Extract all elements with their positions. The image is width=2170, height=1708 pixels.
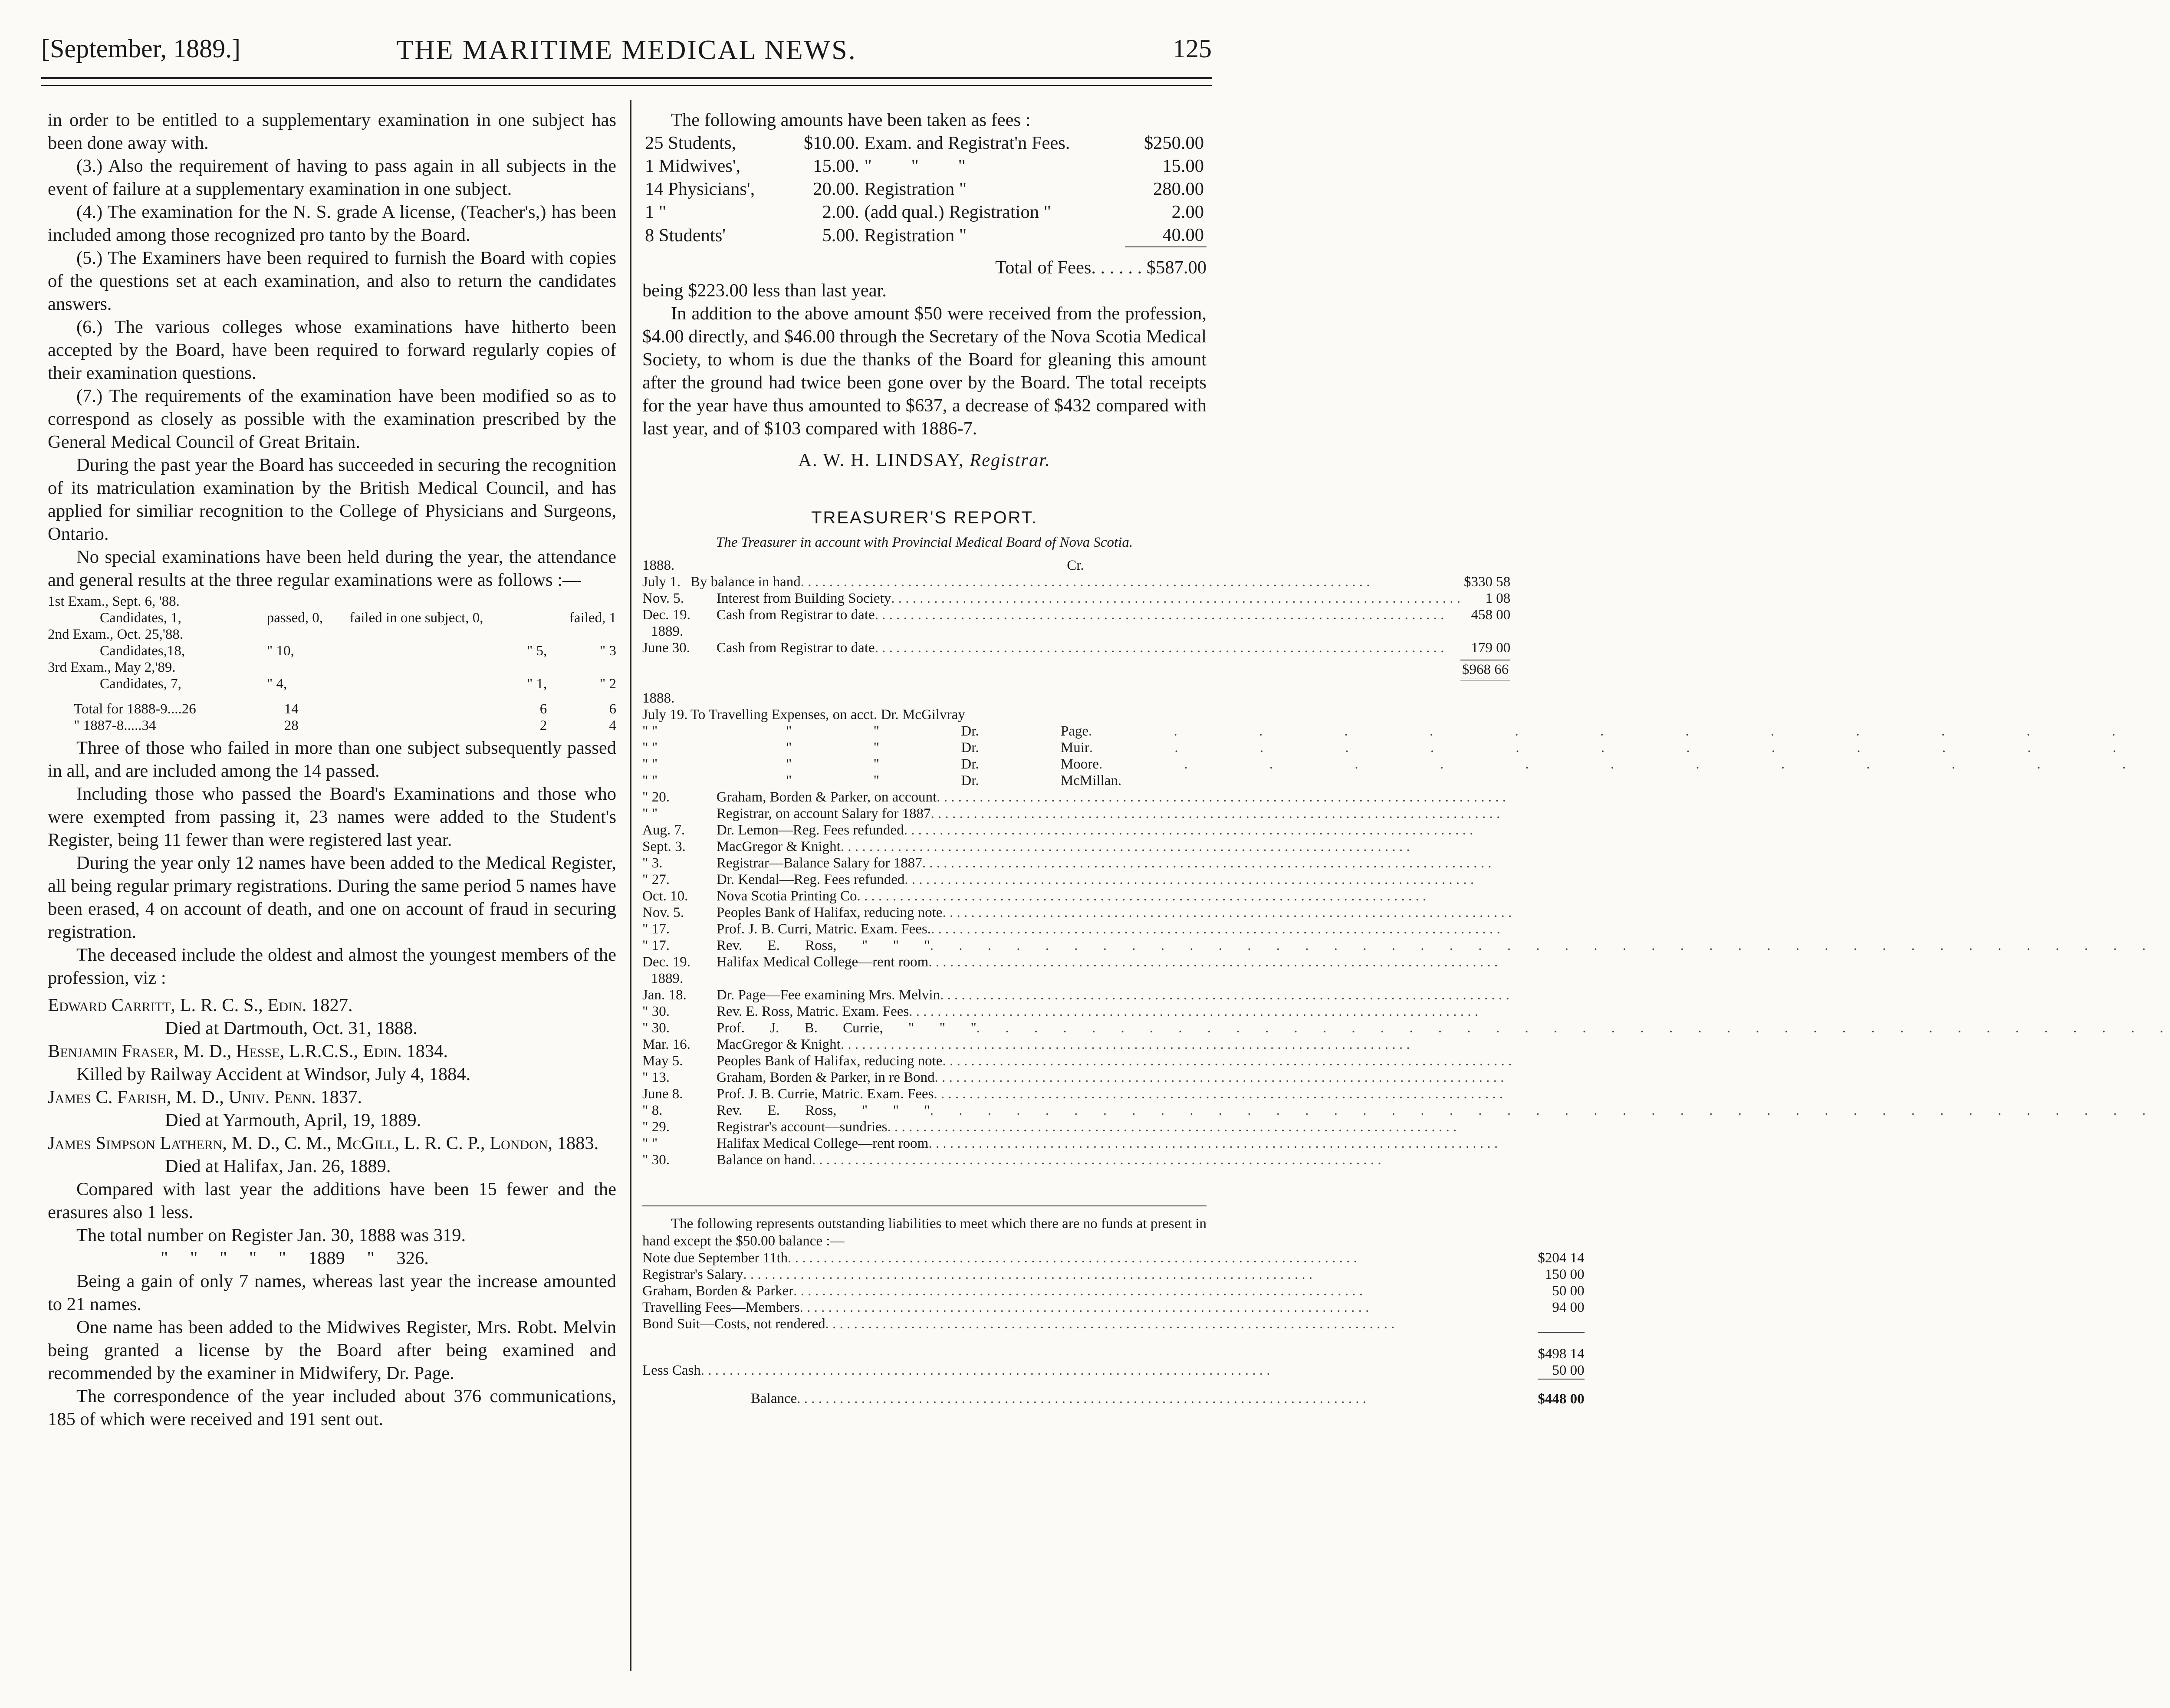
table-row: Sept. 3. MacGregor & Knight . . .	[642, 838, 2170, 855]
table-row: " 30. Balance on hand . . .	[642, 1152, 2170, 1168]
table-row: " 29. Registrar's account—sundries . . .	[642, 1119, 2170, 1135]
right-column	[642, 108, 1585, 1407]
table-row: " " " " Dr. Muir . . .	[642, 739, 2170, 756]
table-row: " 17. Prof. J. B. Curri, Matric. Exam. Fees. . . .	[642, 921, 2170, 937]
table-row	[642, 1332, 1585, 1362]
paragraph: in order to be entitled to a supplementary examination in one subject has been done away with.	[48, 110, 616, 153]
deceased-death: Died at Dartmouth, Oct. 31, 1888.	[165, 1018, 418, 1038]
table-row: 14 Physicians', 20.00. Registration " 280.00	[645, 179, 1204, 199]
table-row: 1st Exam., Sept. 6, '88.	[48, 594, 180, 609]
table-row: 25 Students, $10.00. Exam. and Registrat'n Fees. $250.00	[645, 133, 1204, 153]
table-row: " 8. Rev. E. Ross, " " " . . .	[642, 1102, 2170, 1119]
table-row: 1888. Cr.	[642, 558, 1084, 573]
liabilities-table	[642, 1250, 1585, 1407]
table-row: Nov. 5. Interest from Building Society . . . 1 08	[642, 590, 1510, 607]
deceased-name: James Simpson Lathern, M. D., C. M., McGill, L. R. C. P., London, 1883.	[48, 1133, 599, 1153]
table-row: Jan. 18. Dr. Page—Fee examining Mrs. Melvin . . .	[642, 987, 2170, 1003]
table-row: May 5. Peoples Bank of Halifax, reducing note . . .	[642, 1053, 2170, 1069]
issue-date: [September, 1889.]	[41, 34, 241, 63]
deceased-name: Edward Carritt, L. R. C. S., Edin. 1827.	[48, 995, 353, 1015]
table-row	[642, 1168, 2170, 1192]
exam-results-table	[48, 593, 616, 734]
table-row: Candidates,18, " 10, " 5, " 3	[100, 643, 616, 659]
table-row: " " Halifax Medical College—rent room . . .	[642, 1135, 2170, 1152]
deceased-death: Killed by Railway Accident at Windsor, July 4, 1884.	[76, 1064, 471, 1084]
credit-table	[642, 557, 1510, 680]
table-row: 2nd Exam., Oct. 25,'88.	[48, 627, 184, 642]
paragraph: The correspondence of the year included about 376 communications, 185 of which were received and 191 sent out.	[48, 1386, 616, 1429]
table-row: 1889.	[651, 624, 684, 639]
table-row	[642, 656, 1510, 680]
table-row: Less Cash . . . 50 00	[642, 1362, 1585, 1379]
table-row: Oct. 10. Nova Scotia Printing Co . . .	[642, 888, 2170, 904]
paragraph: Including those who passed the Board's Examinations and those who were exempted from passing it, 23 names were added to the Student's Register, being 11 fewer than were registered last year.	[48, 784, 616, 850]
table-row: " " Registrar, on account Salary for 1887 . . .	[642, 805, 2170, 822]
credit-total: $968 66	[1460, 660, 1510, 680]
paragraph: Three of those who failed in more than one subject subsequently passed in all, and are included among the 14 passed.	[48, 738, 616, 781]
section-heading: TREASURER'S REPORT.	[811, 508, 1038, 527]
header-rule	[41, 77, 1212, 79]
table-row: " " " " Dr. Page . . .	[642, 723, 2170, 739]
paragraph: (6.) The various colleges whose examinations have hitherto been accepted by the Board, have been required to forward regularly copies of their examination questions.	[48, 317, 616, 383]
paragraph: " " " " " 1889 " 326.	[161, 1248, 429, 1268]
column-divider	[630, 100, 631, 1671]
fees-intro: The following amounts have been taken as fees :	[671, 110, 1031, 130]
paragraph: The deceased include the oldest and almost the youngest members of the profession, viz :	[48, 945, 616, 988]
table-row: June 30. Cash from Registrar to date . . . 179 00	[642, 640, 1510, 656]
registrar-signature: A. W. H. LINDSAY, Registrar.	[798, 450, 1051, 470]
table-row: June 8. Prof. J. B. Currie, Matric. Exam. Fees . . .	[642, 1086, 2170, 1102]
table-row: 3rd Exam., May 2,'89.	[48, 660, 176, 675]
paragraph: No special examinations have been held during the year, the attendance and general results at the three regular examinations were as follows :—	[48, 547, 616, 590]
paragraph: During the year only 12 names have been added to the Medical Register, all being regular primary registrations. During the same period 5 names have been erased, 4 on account of death, and one on account of fraud in securing registration.	[48, 853, 616, 942]
table-row: " 20. Graham, Borden & Parker, on account . . .	[642, 789, 2170, 805]
liabilities-sum: $498 14	[1538, 1346, 1585, 1362]
table-row: Dec. 19. Halifax Medical College—rent room . . .	[642, 954, 2170, 970]
table-row: 1888.	[642, 690, 675, 706]
paragraph: During the past year the Board has succeeded in securing the recognition of its matriculation examination by the British Medical Council, and has applied for similiar recognition to the College of Physicians and Surgeons, Ontario.	[48, 455, 616, 544]
section-subheading: The Treasurer in account with Provincial Medical Board of Nova Scotia.	[716, 535, 1133, 550]
table-row: Aug. 7. Dr. Lemon—Reg. Fees refunded . . .	[642, 822, 2170, 838]
table-row: Balance . . . $448 00	[642, 1379, 1585, 1407]
table-row: 1 Midwives', 15.00. " " " 15.00	[645, 156, 1204, 176]
deceased-list	[48, 994, 616, 1178]
table-row: " 30. Rev. E. Ross, Matric. Exam. Fees . . .	[642, 1003, 2170, 1020]
left-column	[48, 108, 616, 1431]
balance: $448 00	[1538, 1391, 1585, 1407]
header-rule-thin	[41, 85, 1212, 86]
table-row: Graham, Borden & Parker . . . 50 00	[642, 1283, 1585, 1299]
table-row: 1889.	[651, 971, 684, 986]
table-row: Note due September 11th . . . $204 14	[642, 1250, 1585, 1266]
deceased-name: James C. Farish, M. D., Univ. Penn. 1837.	[48, 1087, 362, 1107]
table-row: " 30. Prof. J. B. Currie, " " " . . .	[642, 1020, 2170, 1036]
running-header	[41, 34, 1212, 69]
table-row: Total for 1888-9....26 14 6 6	[74, 701, 616, 717]
paragraph: (3.) Also the requirement of having to pass again in all subjects in the event of failure at a supplementary examination in one subject.	[48, 156, 616, 199]
table-row: 8 Students' 5.00. Registration " 40.00	[642, 223, 1207, 247]
table-row: " 27. Dr. Kendal—Reg. Fees refunded . . .	[642, 871, 2170, 888]
divider	[642, 1205, 1207, 1206]
paragraph: Compared with last year the additions have been 15 fewer and the erasures also 1 less.	[48, 1179, 616, 1222]
journal-title: THE MARITIME MEDICAL NEWS.	[396, 34, 857, 65]
table-row: " 13. Graham, Borden & Parker, in re Bond . . .	[642, 1069, 2170, 1086]
paragraph: Being a gain of only 7 names, whereas last year the increase amounted to 21 names.	[48, 1271, 616, 1314]
deceased-death: Died at Yarmouth, April, 19, 1889.	[165, 1110, 421, 1130]
liabilities-intro: The following represents outstanding liabilities to meet which there are no funds at present in hand except the $50.00 balance :—	[642, 1216, 1207, 1249]
page-number: 125	[1173, 34, 1212, 63]
table-row	[48, 692, 616, 701]
table-row: Bond Suit—Costs, not rendered . . .	[642, 1316, 1585, 1332]
paragraph: (5.) The Examiners have been required to furnish the Board with copies of the questions set at each examination, and also to return the candidates answers.	[48, 248, 616, 314]
table-row: Travelling Fees—Members . . . 94 00	[642, 1299, 1585, 1316]
table-row: July 19. To Travelling Expenses, on acct. Dr. McGilvray	[642, 707, 965, 723]
paragraph: (7.) The requirements of the examination have been modified so as to correspond as closely as possible with the examination prescribed by the General Medical Council of Great Britain.	[48, 386, 616, 452]
fees-table	[642, 131, 1207, 247]
table-row: 1 " 2.00. (add qual.) Registration " 2.00	[645, 202, 1204, 222]
table-row: Registrar's Salary . . . 150 00	[642, 1266, 1585, 1283]
table-row: Nov. 5. Peoples Bank of Halifax, reducing note . . .	[642, 904, 2170, 921]
table-row: " 3. Registrar—Balance Salary for 1887 . . .	[642, 855, 2170, 871]
paragraph: The total number on Register Jan. 30, 1888 was 319.	[76, 1225, 466, 1245]
deceased-death: Died at Halifax, Jan. 26, 1889.	[165, 1156, 391, 1176]
paragraph: (4.) The examination for the N. S. grade A license, (Teacher's,) has been included among those recognized pro tanto by the Board.	[48, 202, 616, 245]
table-row: Candidates, 1, passed, 0, failed in one subject, 0, failed, 1	[100, 610, 616, 626]
table-row: Dec. 19. Cash from Registrar to date . . . 458 00	[642, 607, 1510, 623]
table-row: Candidates, 7, " 4, " 1, " 2	[100, 676, 616, 692]
table-row: " " " " Dr. McMillan.	[642, 773, 1122, 788]
paragraph: In addition to the above amount $50 were received from the profession, $4.00 directly, and $46.00 through the Secretary of the Nova Scotia Medical Society, to whom is due the thanks of the Board for gleaning this amount after the ground had twice been gone over by the Board. The total receipts for the year have thus amounted to $637, a decrease of $432 compared with last year, and of $103 compared with 1886-7.	[642, 303, 1207, 439]
debit-table	[642, 690, 2170, 1192]
table-row: " 1887-8.....34 28 2 4	[74, 718, 616, 733]
table-row: " 17. Rev. E. Ross, " " " . . .	[642, 937, 2170, 954]
table-row: July 1. By balance in hand . . . $330 58	[642, 574, 1510, 590]
deceased-name: Benjamin Fraser, M. D., Hesse, L.R.C.S., Edin. 1834.	[48, 1041, 448, 1061]
paragraph: being $223.00 less than last year.	[642, 280, 887, 301]
table-row: Mar. 16. MacGregor & Knight . . .	[642, 1036, 2170, 1053]
table-row: " " " " Dr. Moore . . .	[642, 756, 2170, 772]
fees-total: Total of Fees. . . . . . $587.00	[995, 257, 1207, 278]
paragraph: One name has been added to the Midwives Register, Mrs. Robt. Melvin being granted a license by the Board after being examined and recommended by the examiner in Midwifery, Dr. Page.	[48, 1317, 616, 1383]
